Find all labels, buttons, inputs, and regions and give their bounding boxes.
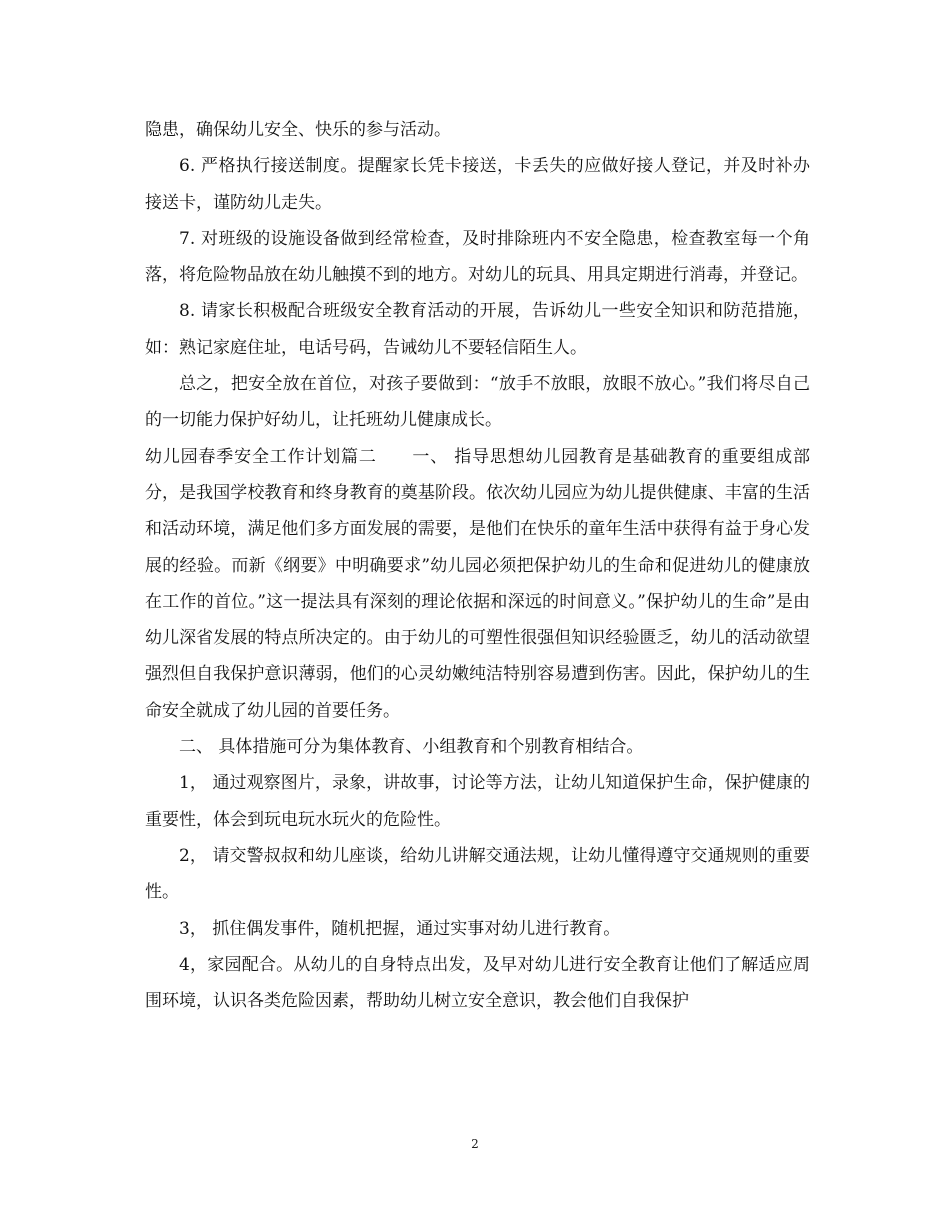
paragraph-section-two-heading: 二、 具体措施可分为集体教育、小组教育和个别教育相结合。 [179,737,644,758]
paragraph-item-7: 7. 对班级的设施设备做到经常检查，及时排除班内不安全隐患，检查教室每一个角落，将危险物品放在幼儿触摸不到的地方。对幼儿的玩具、用具定期进行消毒，并登记。 [145,228,810,286]
paragraph-measure-3: 3， 抓住偶发事件，随机把握，通过实事对幼儿进行教育。 [179,918,621,939]
paragraph-measure-4: 4，家园配合。从幼儿的自身特点出发，及早对幼儿进行安全教育让他们了解适应周围环境，认识各类危险因素，帮助幼儿树立安全意识，教会他们自我保护 [145,954,810,1012]
paragraph-item-8: 8. 请家长积极配合班级安全教育活动的开展，告诉幼儿一些安全知识和防范措施，如：熟记家庭住址，电话号码，告诫幼儿不要轻信陌生人。 [145,301,810,358]
paragraph-item-6: 6. 严格执行接送制度。提醒家长凭卡接送，卡丢失的应做好接人登记，并及时补办接送卡，谨防幼儿走失。 [145,156,810,213]
paragraph-measure-1: 1， 通过观察图片，录象，讲故事，讨论等方法，让幼儿知道保护生命，保护健康的重要性，体会到玩电玩水玩火的危险性。 [145,773,810,830]
paragraph-measure-2: 2， 请交警叔叔和幼儿座谈，给幼儿讲解交通法规，让幼儿懂得遵守交通规则的重要性。 [145,845,810,903]
paragraph-continuation: 隐患，确保幼儿安全、快乐的参与活动。 [145,120,451,140]
paragraph-plan-two-guiding-thought: 幼儿园春季安全工作计划篇二 一、 指导思想幼儿园教育是基础教育的重要组成部分，是我国学校教育和终身教育的奠基阶段。依次幼儿园应为幼儿提供健康、丰富的生活和活动环境，满足他们多方面发展的需要，是他们在快乐的童年生活中获得有益于身心发展的经验。而新《纲要》中明确要求”幼儿园必须把保护幼儿的生命和促进幼儿的健康放在工作的首位。”这一提法具有深刻的理论依据和深远的时间意义。”保护幼儿的生命”是由幼儿深省发展的特点所决定的。由于幼儿的可塑性很强但知识经验匮乏，幼儿的活动欲望强烈但自我保护意识薄弱，他们的心灵幼嫩纯洁特别容易遭到伤害。因此，保护幼儿的生命安全就成了幼儿园的首要任务。 [145,446,810,721]
page-body [145,112,810,1019]
page-number: 2 [471,1137,479,1151]
paragraph-summary: 总之，把安全放在首位，对孩子要做到：“放手不放眼，放眼不放心。”我们将尽自己的一切能力保护好幼儿，让托班幼儿健康成长。 [145,374,810,431]
